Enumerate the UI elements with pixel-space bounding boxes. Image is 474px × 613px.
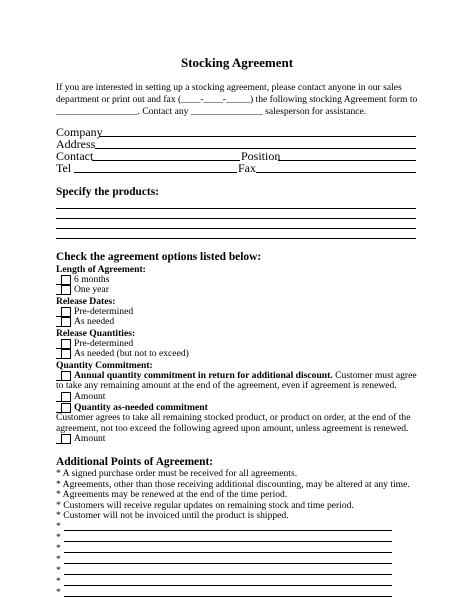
option-label: Amount (74, 433, 106, 444)
release-quantities-label: Release Quantities: (56, 328, 136, 339)
company-field[interactable] (99, 136, 416, 137)
checkbox[interactable] (61, 307, 71, 317)
option-label: Pre-determined (74, 306, 134, 317)
release-dates-label: Release Dates: (56, 296, 116, 307)
annual-commitment-title: Annual quantity commitment in return for additional discount. (74, 370, 333, 381)
checkbox[interactable] (61, 392, 71, 402)
blank-bullet-2: * (56, 532, 61, 543)
option-label: As needed (74, 316, 115, 327)
products-line-2[interactable] (56, 218, 416, 219)
point-3: * Agreements may be renewed at the end of the time period. (56, 489, 288, 501)
products-line-3[interactable] (56, 228, 416, 229)
intro-line-1: If you are interested in setting up a stocking agreement, please contact anyone in our sales (56, 82, 402, 93)
option-label: Amount (74, 391, 106, 402)
products-line-1[interactable] (56, 208, 416, 209)
address-label: Address (56, 137, 96, 151)
as-needed-text-1: Customer agrees to take all remaining stocked product, or product on order, at the end of the (56, 412, 411, 423)
position-label: Position (241, 149, 281, 163)
tel-label: Tel (56, 161, 72, 175)
blank-bullet-4: * (56, 554, 61, 565)
options-heading: Check the agreement options listed below: (56, 251, 262, 263)
company-label: Company (56, 125, 103, 139)
fax-label: Fax (238, 161, 256, 175)
length-label: Length of Agreement: (56, 264, 146, 275)
blank-bullet-5: * (56, 565, 61, 576)
checkbox[interactable] (61, 317, 71, 327)
document-title: Stocking Agreement (180, 55, 294, 70)
contact-label: Contact (56, 149, 94, 163)
fax-field[interactable] (256, 172, 416, 173)
blank-point-line-4[interactable] (64, 563, 392, 564)
as-needed-amount-option[interactable] (56, 434, 105, 444)
point-2: * Agreements, other than those receiving additional discounting, may be altered at any time. (56, 478, 410, 490)
option-label: 6 months (74, 274, 110, 285)
intro-line-3: _________________. Contact any _______________ salesperson for assistance. (56, 106, 367, 117)
blank-point-line-2[interactable] (64, 541, 392, 542)
release-dates-option-as-needed[interactable] (56, 317, 114, 327)
annual-commitment-text: Customer must agree (332, 370, 417, 381)
blank-point-line-7[interactable] (64, 596, 392, 597)
contact-field[interactable] (92, 160, 240, 161)
blank-point-line-1[interactable] (64, 530, 392, 531)
point-1: * A signed purchase order must be received for all agreements. (56, 468, 298, 479)
products-heading: Specify the products: (56, 186, 159, 198)
annual-commitment-text-2: to take any remaining amount at the end of the agreement, even if agreement is renewed. (56, 380, 397, 391)
as-needed-text-2: agreement, not too exceed the following agreed upon amount, unless agreement is renewed. (56, 423, 409, 434)
blank-bullet-3: * (56, 543, 61, 554)
option-label: Quantity as-needed commitment (74, 402, 208, 413)
checkbox[interactable] (61, 285, 71, 295)
checkbox[interactable] (61, 275, 71, 285)
blank-point-line-5[interactable] (64, 574, 392, 575)
quantity-commitment-label: Quantity Commitment: (56, 360, 153, 371)
position-field[interactable] (278, 160, 416, 161)
tel-field[interactable] (74, 172, 237, 173)
option-label: One year (74, 284, 109, 295)
point-5: * Customer will not be invoiced until the product is shipped. (56, 510, 289, 522)
blank-point-line-6[interactable] (64, 585, 392, 586)
blank-point-line-3[interactable] (64, 552, 392, 553)
option-label: Pre-determined (74, 338, 134, 349)
intro-line-2: department or print out and fax (____-____-_____) the following stocking Agreement form to (56, 94, 418, 105)
length-option-one-year[interactable] (56, 285, 109, 295)
blank-bullet-1: * (56, 521, 61, 532)
checkbox[interactable] (61, 349, 71, 359)
additional-heading: Additional Points of Agreement: (56, 456, 214, 468)
option-label: As needed (but not to exceed) (74, 348, 189, 359)
point-4: * Customers will receive regular updates on remaining stock and time period. (56, 499, 354, 511)
release-quantities-option-as-needed[interactable] (56, 349, 189, 359)
blank-bullet-7: * (56, 587, 61, 598)
checkbox[interactable] (61, 339, 71, 349)
checkbox[interactable] (61, 434, 71, 444)
products-line-4[interactable] (56, 238, 416, 239)
blank-bullet-6: * (56, 576, 61, 587)
annual-amount-option[interactable] (56, 392, 105, 402)
